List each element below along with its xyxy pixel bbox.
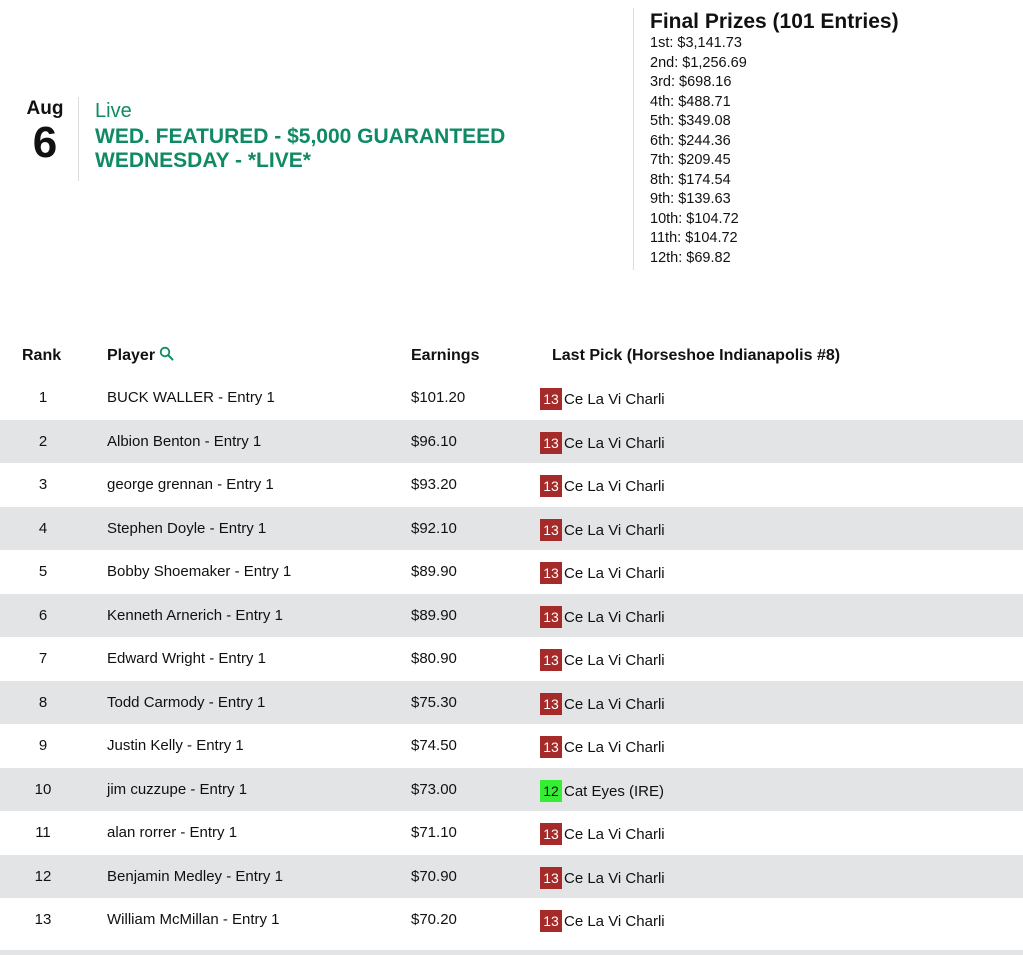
event-title bbox=[95, 125, 615, 173]
horse-name: Ce La Vi Charli bbox=[564, 913, 665, 930]
prize-item: 6th: $244.36 bbox=[650, 132, 731, 149]
program-number-badge: 13 bbox=[540, 519, 562, 541]
prizes-divider bbox=[633, 8, 634, 270]
table-row[interactable] bbox=[0, 724, 1023, 768]
last-pick-cell bbox=[540, 562, 665, 584]
player-cell[interactable]: Bobby Shoemaker - Entry 1 bbox=[107, 563, 292, 580]
horse-name: Cat Eyes (IRE) bbox=[564, 782, 665, 800]
rank-cell: 9 bbox=[38, 737, 48, 754]
player-cell[interactable]: alan rorrer - Entry 1 bbox=[107, 824, 238, 841]
earnings-cell: $96.10 bbox=[411, 432, 457, 450]
prizes-title: Final Prizes (101 Entries) bbox=[650, 10, 899, 33]
earnings-cell: $101.20 bbox=[411, 389, 466, 406]
last-pick-cell bbox=[540, 736, 665, 758]
program-number-badge: 13 bbox=[540, 649, 562, 671]
rank-cell: 6 bbox=[38, 606, 48, 624]
table-row[interactable] bbox=[0, 637, 1023, 681]
horse-name: Ce La Vi Charli bbox=[564, 565, 665, 582]
program-number-badge: 13 bbox=[540, 475, 562, 497]
horse-name: Ce La Vi Charli bbox=[564, 608, 665, 626]
earnings-cell: $75.30 bbox=[411, 693, 457, 711]
rank-cell: 1 bbox=[38, 389, 48, 406]
table-row[interactable] bbox=[0, 376, 1023, 420]
prize-item: 2nd: $1,256.69 bbox=[650, 54, 747, 71]
table-body bbox=[0, 376, 1023, 942]
rank-cell: 5 bbox=[38, 563, 48, 580]
rank-cell: 4 bbox=[38, 519, 48, 537]
last-pick-cell bbox=[540, 867, 665, 889]
player-header bbox=[107, 346, 174, 367]
event-month: Aug bbox=[26, 98, 64, 119]
rank-cell: 12 bbox=[34, 867, 52, 885]
table-row[interactable] bbox=[0, 420, 1023, 464]
prize-list bbox=[650, 34, 1010, 268]
earnings-cell: $92.10 bbox=[411, 519, 457, 537]
search-icon[interactable] bbox=[159, 346, 174, 367]
earnings-cell: $71.10 bbox=[411, 824, 457, 841]
player-header-label[interactable]: Player bbox=[107, 347, 156, 364]
earnings-cell: $74.50 bbox=[411, 737, 457, 754]
prize-item: 12th: $69.82 bbox=[650, 249, 731, 266]
horse-name: Ce La Vi Charli bbox=[564, 521, 665, 539]
rank-cell: 2 bbox=[38, 432, 48, 450]
program-number-badge: 13 bbox=[540, 388, 562, 410]
earnings-cell: $93.20 bbox=[411, 476, 457, 493]
horse-name: Ce La Vi Charli bbox=[564, 826, 665, 843]
event-status: Live bbox=[95, 100, 132, 122]
table-row[interactable] bbox=[0, 681, 1023, 725]
rank-cell: 7 bbox=[38, 650, 48, 667]
player-cell[interactable]: george grennan - Entry 1 bbox=[107, 476, 274, 493]
earnings-cell: $73.00 bbox=[411, 780, 457, 798]
player-cell[interactable]: Edward Wright - Entry 1 bbox=[107, 650, 266, 667]
rank-cell: 8 bbox=[38, 693, 48, 711]
horse-name: Ce La Vi Charli bbox=[564, 391, 665, 408]
table-row[interactable] bbox=[0, 550, 1023, 594]
program-number-badge: 12 bbox=[540, 780, 562, 802]
program-number-badge: 13 bbox=[540, 867, 562, 889]
prize-item: 8th: $174.54 bbox=[650, 171, 731, 188]
last-pick-cell bbox=[540, 823, 665, 845]
prize-item: 5th: $349.08 bbox=[650, 113, 731, 129]
table-row[interactable] bbox=[0, 463, 1023, 507]
program-number-badge: 13 bbox=[540, 432, 562, 454]
table-row[interactable] bbox=[0, 507, 1023, 551]
player-cell[interactable]: Stephen Doyle - Entry 1 bbox=[107, 519, 267, 537]
player-cell[interactable]: Kenneth Arnerich - Entry 1 bbox=[107, 606, 283, 624]
prize-item: 9th: $139.63 bbox=[650, 191, 731, 207]
last-pick-header: Last Pick (Horseshoe Indianapolis #8) bbox=[552, 347, 841, 364]
prize-item: 10th: $104.72 bbox=[650, 210, 739, 227]
player-cell[interactable]: Todd Carmody - Entry 1 bbox=[107, 693, 266, 711]
rank-header[interactable]: Rank bbox=[22, 347, 62, 364]
table-row[interactable] bbox=[0, 594, 1023, 638]
player-cell[interactable]: William McMillan - Entry 1 bbox=[107, 911, 280, 928]
program-number-badge: 13 bbox=[540, 693, 562, 715]
program-number-badge: 13 bbox=[540, 562, 562, 584]
prize-item: 3rd: $698.16 bbox=[650, 74, 732, 90]
horse-name: Ce La Vi Charli bbox=[564, 869, 665, 887]
last-pick-cell bbox=[540, 649, 665, 671]
horse-name: Ce La Vi Charli bbox=[564, 434, 665, 452]
player-cell[interactable]: BUCK WALLER - Entry 1 bbox=[107, 389, 275, 406]
last-pick-cell bbox=[540, 780, 664, 802]
last-pick-cell bbox=[540, 388, 665, 410]
last-pick-cell bbox=[540, 475, 665, 497]
player-cell[interactable]: Justin Kelly - Entry 1 bbox=[107, 737, 244, 754]
prize-item: 4th: $488.71 bbox=[650, 93, 731, 110]
prize-item: 11th: $104.72 bbox=[650, 230, 738, 246]
earnings-cell: $70.20 bbox=[411, 911, 457, 928]
earnings-cell: $89.90 bbox=[411, 563, 457, 580]
last-pick-cell bbox=[540, 519, 665, 541]
table-header bbox=[0, 334, 1023, 376]
rank-cell: 3 bbox=[38, 476, 48, 493]
player-cell[interactable]: jim cuzzupe - Entry 1 bbox=[107, 780, 248, 798]
last-pick-cell bbox=[540, 910, 665, 932]
event-header bbox=[95, 99, 615, 173]
table-row[interactable] bbox=[0, 898, 1023, 942]
earnings-header[interactable]: Earnings bbox=[411, 347, 480, 364]
last-pick-cell bbox=[540, 432, 665, 454]
event-day: 6 bbox=[32, 118, 58, 167]
horse-name: Ce La Vi Charli bbox=[564, 739, 665, 756]
event-title-line1: WED. FEATURED - $5,000 GUARANTEED bbox=[95, 125, 506, 148]
horse-name: Ce La Vi Charli bbox=[564, 695, 665, 713]
earnings-cell: $80.90 bbox=[411, 650, 457, 667]
leaderboard-table bbox=[0, 334, 1023, 942]
last-pick-cell bbox=[540, 606, 665, 628]
table-row[interactable] bbox=[0, 811, 1023, 855]
date-divider bbox=[78, 97, 79, 181]
event-title-line2: WEDNESDAY - *LIVE* bbox=[95, 149, 311, 172]
program-number-badge: 13 bbox=[540, 606, 562, 628]
last-pick-cell bbox=[540, 693, 665, 715]
table-row-partial bbox=[0, 950, 1023, 955]
table-row[interactable] bbox=[0, 768, 1023, 812]
horse-name: Ce La Vi Charli bbox=[564, 478, 665, 495]
final-prizes bbox=[650, 10, 1010, 268]
earnings-cell: $70.90 bbox=[411, 867, 457, 885]
player-cell[interactable]: Benjamin Medley - Entry 1 bbox=[107, 867, 283, 885]
rank-cell: 10 bbox=[34, 780, 52, 798]
event-date bbox=[23, 98, 67, 166]
program-number-badge: 13 bbox=[540, 823, 562, 845]
program-number-badge: 13 bbox=[540, 736, 562, 758]
earnings-cell: $89.90 bbox=[411, 606, 457, 624]
rank-cell: 11 bbox=[35, 824, 51, 841]
prize-item: 1st: $3,141.73 bbox=[650, 35, 742, 51]
program-number-badge: 13 bbox=[540, 910, 562, 932]
rank-cell: 13 bbox=[34, 911, 52, 928]
prize-item: 7th: $209.45 bbox=[650, 152, 731, 168]
player-cell[interactable]: Albion Benton - Entry 1 bbox=[107, 432, 262, 450]
table-row[interactable] bbox=[0, 855, 1023, 899]
horse-name: Ce La Vi Charli bbox=[564, 652, 665, 669]
